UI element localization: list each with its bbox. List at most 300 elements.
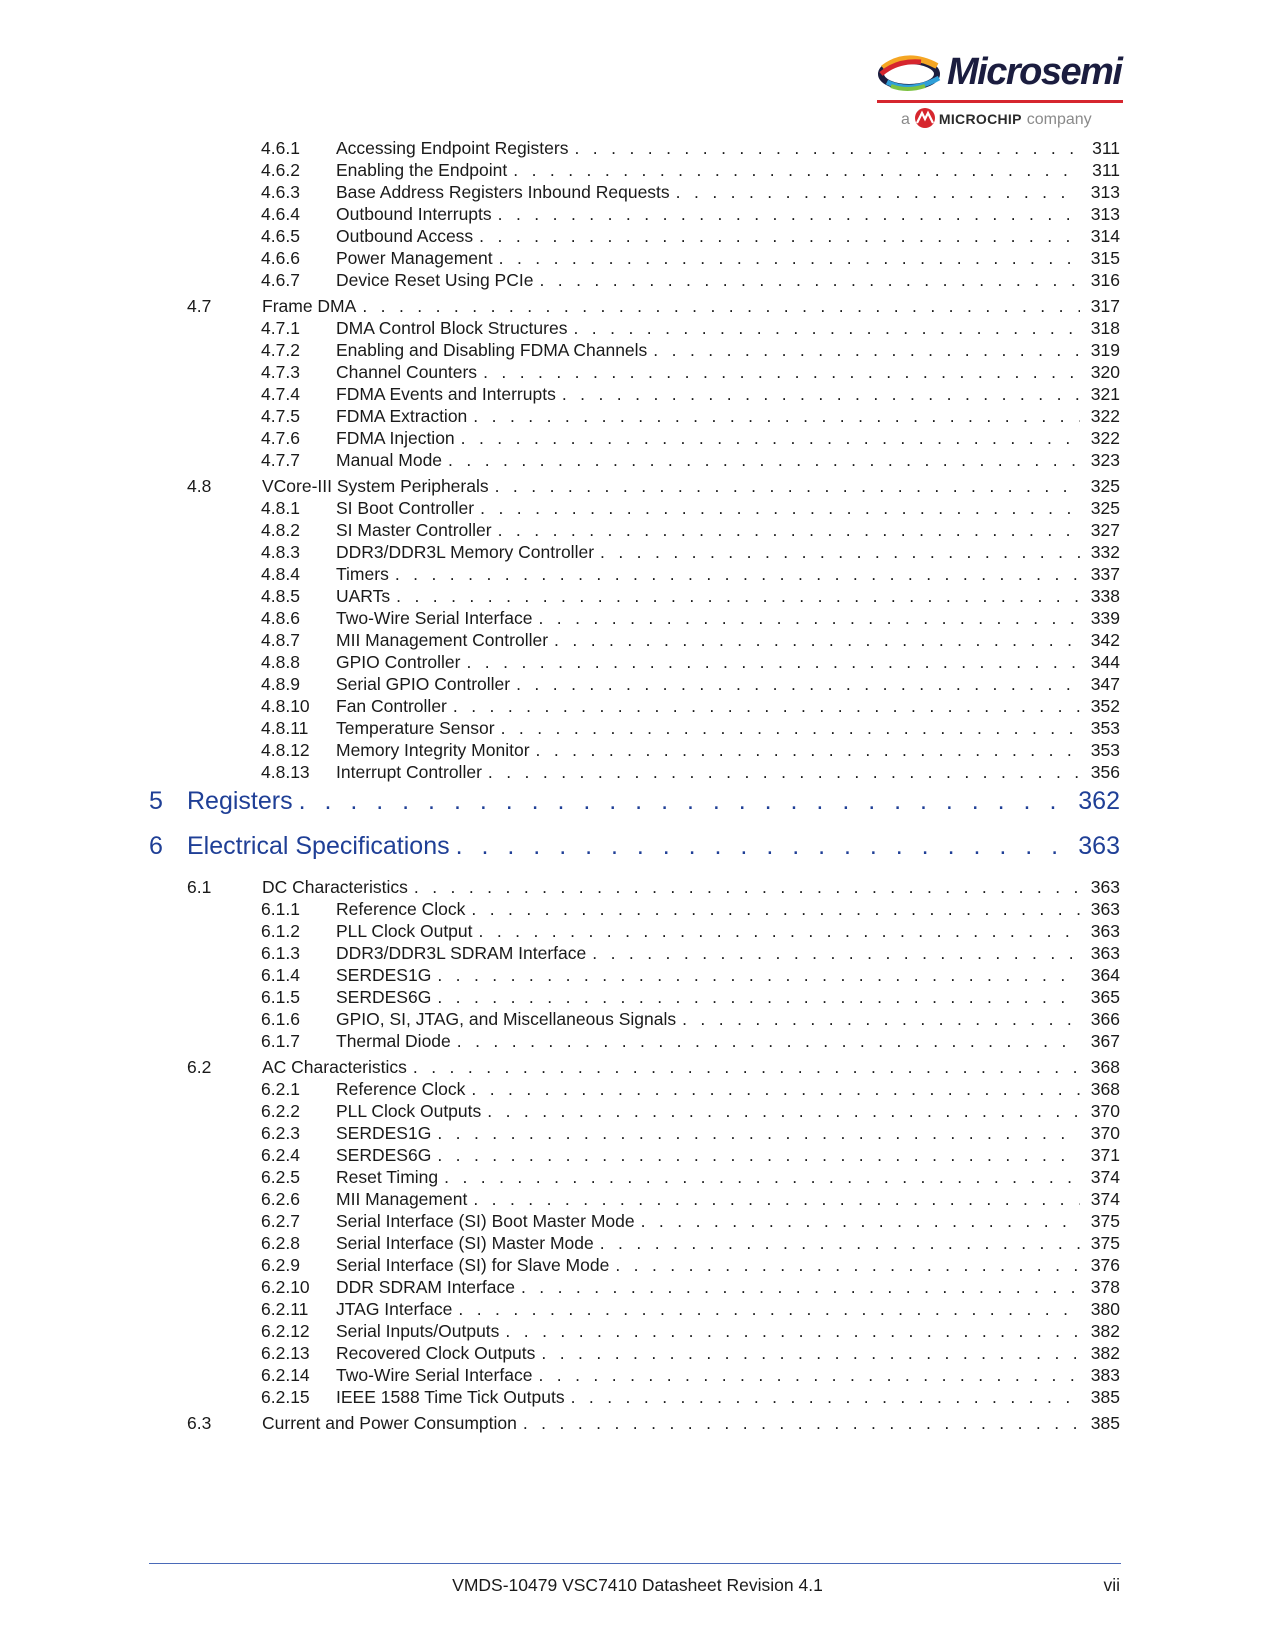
toc-entry-page: 311 bbox=[1080, 137, 1120, 159]
toc-entry-number: 4.7 bbox=[187, 296, 212, 316]
toc-entry-leader bbox=[336, 1320, 1120, 1342]
toc-entry-number: 4.7.5 bbox=[261, 406, 300, 426]
toc-entry-page: 344 bbox=[1080, 651, 1120, 673]
toc-subsection-entry[interactable] bbox=[0, 1298, 1275, 1320]
toc-entry-number: 6.1.4 bbox=[261, 965, 300, 985]
toc-subsection-entry[interactable] bbox=[0, 269, 1275, 291]
toc-entry-page: 363 bbox=[1080, 942, 1120, 964]
toc-entry-number: 6.2.5 bbox=[261, 1167, 300, 1187]
toc-entry-title: Manual Mode bbox=[336, 450, 443, 470]
toc-entry-title: Serial GPIO Controller bbox=[336, 674, 511, 694]
toc-entry-page: 313 bbox=[1080, 203, 1120, 225]
dot-leader bbox=[513, 159, 1120, 181]
toc-subsection-entry[interactable] bbox=[0, 563, 1275, 585]
toc-subsection-entry[interactable] bbox=[0, 651, 1275, 673]
microsemi-logo bbox=[877, 52, 1130, 134]
toc-section-entry[interactable] bbox=[0, 475, 1275, 497]
toc-entry-page: 325 bbox=[1080, 475, 1120, 497]
toc-subsection-entry[interactable] bbox=[0, 920, 1275, 942]
toc-section-entry[interactable] bbox=[0, 1412, 1275, 1434]
toc-entry-title: Recovered Clock Outputs bbox=[336, 1343, 536, 1363]
dot-leader bbox=[395, 563, 1120, 585]
tagline-prefix: a bbox=[901, 111, 910, 128]
toc-entry-title: Current and Power Consumption bbox=[262, 1413, 517, 1433]
toc-entry-number: 4.8.2 bbox=[261, 520, 300, 540]
toc-entry-leader bbox=[336, 1342, 1120, 1364]
toc-entry-leader bbox=[336, 541, 1120, 563]
dot-leader bbox=[480, 497, 1120, 519]
toc-entry-page: 316 bbox=[1080, 269, 1120, 291]
toc-subsection-entry[interactable] bbox=[0, 964, 1275, 986]
toc-entry-page: 374 bbox=[1080, 1166, 1120, 1188]
toc-subsection-entry[interactable] bbox=[0, 541, 1275, 563]
dot-leader bbox=[516, 673, 1120, 695]
toc-subsection-entry[interactable] bbox=[0, 1122, 1275, 1144]
dot-leader bbox=[362, 295, 1120, 317]
toc-entry-leader bbox=[187, 829, 1120, 863]
toc-entry-leader bbox=[336, 717, 1120, 739]
toc-entry-page: 353 bbox=[1080, 717, 1120, 739]
toc-entry-page: 363 bbox=[1080, 898, 1120, 920]
toc-entry-title: Interrupt Controller bbox=[336, 762, 482, 782]
microchip-icon bbox=[914, 108, 936, 128]
toc-entry-number: 4.8.11 bbox=[261, 718, 309, 738]
toc-entry-leader bbox=[336, 247, 1120, 269]
microchip-tagline bbox=[901, 108, 1092, 131]
toc-entry-leader bbox=[336, 739, 1120, 761]
toc-entry-leader bbox=[336, 942, 1120, 964]
toc-entry-number: 4.6.3 bbox=[261, 182, 300, 202]
toc-entry-page: 337 bbox=[1080, 563, 1120, 585]
toc-entry-number: 6.2.7 bbox=[261, 1211, 300, 1231]
dot-leader bbox=[466, 651, 1120, 673]
logo-divider bbox=[877, 100, 1123, 103]
toc-entry-leader bbox=[336, 1122, 1120, 1144]
toc-entry-leader bbox=[336, 1232, 1120, 1254]
toc-entry-page: 380 bbox=[1080, 1298, 1120, 1320]
toc-entry-leader bbox=[336, 986, 1120, 1008]
toc-entry-number: 4.6.1 bbox=[261, 138, 300, 158]
dot-leader bbox=[571, 1386, 1120, 1408]
toc-subsection-entry[interactable] bbox=[0, 1166, 1275, 1188]
toc-entry-leader bbox=[262, 475, 1120, 497]
toc-section-entry[interactable] bbox=[0, 1056, 1275, 1078]
toc-entry-number: 4.6.4 bbox=[261, 204, 300, 224]
dot-leader bbox=[461, 427, 1120, 449]
toc-subsection-entry[interactable] bbox=[0, 986, 1275, 1008]
toc-entry-title: SI Boot Controller bbox=[336, 498, 475, 518]
dot-leader bbox=[521, 1276, 1120, 1298]
toc-entry-number: 6.2.4 bbox=[261, 1145, 300, 1165]
toc-entry-number: 6.2.14 bbox=[261, 1365, 310, 1385]
toc-entry-number: 4.8.3 bbox=[261, 542, 300, 562]
toc-entry-page: 362 bbox=[1070, 784, 1120, 818]
toc-entry-leader bbox=[336, 1144, 1120, 1166]
toc-subsection-entry[interactable] bbox=[0, 673, 1275, 695]
toc-entry-page: 366 bbox=[1080, 1008, 1120, 1030]
toc-entry-title: Thermal Diode bbox=[336, 1031, 451, 1051]
toc-entry-title: DDR3/DDR3L Memory Controller bbox=[336, 542, 595, 562]
toc-entry-page: 353 bbox=[1080, 739, 1120, 761]
toc-entry-page: 365 bbox=[1080, 986, 1120, 1008]
toc-entry-page: 322 bbox=[1080, 427, 1120, 449]
toc-entry-number: 6.2.10 bbox=[261, 1277, 310, 1297]
toc-entry-number: 6.2.3 bbox=[261, 1123, 300, 1143]
toc-subsection-entry[interactable] bbox=[0, 519, 1275, 541]
toc-entry-page: 370 bbox=[1080, 1122, 1120, 1144]
toc-entry-title: Outbound Interrupts bbox=[336, 204, 492, 224]
dot-leader bbox=[495, 475, 1120, 497]
toc-entry-title: Fan Controller bbox=[336, 696, 447, 716]
toc-entry-leader bbox=[336, 629, 1120, 651]
toc-entry-title: Enabling the Endpoint bbox=[336, 160, 508, 180]
toc-entry-title: DDR SDRAM Interface bbox=[336, 1277, 515, 1297]
toc-entry-leader bbox=[336, 695, 1120, 717]
toc-entry-page: 368 bbox=[1080, 1078, 1120, 1100]
toc-entry-page: 363 bbox=[1080, 920, 1120, 942]
toc-subsection-entry[interactable] bbox=[0, 497, 1275, 519]
toc-entry-number: 4.7.1 bbox=[261, 318, 300, 338]
toc-entry-number: 4.7.7 bbox=[261, 450, 300, 470]
toc-entry-number: 6.2.11 bbox=[261, 1299, 309, 1319]
toc-entry-number: 6.2.9 bbox=[261, 1255, 300, 1275]
toc-entry-title: DMA Control Block Structures bbox=[336, 318, 568, 338]
toc-entry-title: AC Characteristics bbox=[262, 1057, 407, 1077]
dot-leader bbox=[414, 876, 1120, 898]
dot-leader bbox=[299, 784, 1120, 818]
toc-entry-title: GPIO, SI, JTAG, and Miscellaneous Signals bbox=[336, 1009, 677, 1029]
toc-entry-leader bbox=[336, 339, 1120, 361]
brand-wordmark: Microsemi bbox=[947, 51, 1122, 93]
toc-entry-page: 356 bbox=[1080, 761, 1120, 783]
toc-entry-number: 4.7.3 bbox=[261, 362, 300, 382]
toc-entry-title: IEEE 1588 Time Tick Outputs bbox=[336, 1387, 565, 1407]
toc-entry-page: 338 bbox=[1080, 585, 1120, 607]
toc-entry-title: MII Management bbox=[336, 1189, 468, 1209]
toc-entry-page: 363 bbox=[1080, 876, 1120, 898]
toc-entry-title: Timers bbox=[336, 564, 389, 584]
dot-leader bbox=[499, 247, 1120, 269]
toc-entry-title: FDMA Extraction bbox=[336, 406, 468, 426]
toc-entry-title: Serial Interface (SI) Boot Master Mode bbox=[336, 1211, 635, 1231]
toc-subsection-entry[interactable] bbox=[0, 1008, 1275, 1030]
dot-leader bbox=[448, 449, 1120, 471]
dot-leader bbox=[653, 339, 1120, 361]
toc-entry-leader bbox=[336, 1364, 1120, 1386]
toc-subsection-entry[interactable] bbox=[0, 1342, 1275, 1364]
toc-subsection-entry[interactable] bbox=[0, 1100, 1275, 1122]
dot-leader bbox=[456, 829, 1120, 863]
toc-entry-number: 4.8.10 bbox=[261, 696, 310, 716]
toc-entry-number: 6.2.15 bbox=[261, 1387, 310, 1407]
toc-entry-page: 375 bbox=[1080, 1210, 1120, 1232]
toc-entry-title: Two-Wire Serial Interface bbox=[336, 1365, 533, 1385]
toc-entry-page: 322 bbox=[1080, 405, 1120, 427]
toc-entry-number: 6.2.13 bbox=[261, 1343, 310, 1363]
footer-divider bbox=[149, 1563, 1121, 1564]
toc-entry-leader bbox=[336, 651, 1120, 673]
toc-entry-number: 6.1.2 bbox=[261, 921, 300, 941]
toc-entry-title: UARTs bbox=[336, 586, 391, 606]
dot-leader bbox=[538, 1364, 1120, 1386]
toc-entry-leader bbox=[336, 405, 1120, 427]
toc-entry-leader bbox=[336, 427, 1120, 449]
dot-leader bbox=[479, 225, 1120, 247]
dot-leader bbox=[501, 717, 1120, 739]
toc-subsection-entry[interactable] bbox=[0, 739, 1275, 761]
toc-entry-leader bbox=[336, 1166, 1120, 1188]
toc-entry-number: 4.6.7 bbox=[261, 270, 300, 290]
toc-subsection-entry[interactable] bbox=[0, 1210, 1275, 1232]
dot-leader bbox=[505, 1320, 1120, 1342]
toc-entry-title: Device Reset Using PCIe bbox=[336, 270, 534, 290]
toc-entry-number: 4.8.4 bbox=[261, 564, 300, 584]
dot-leader bbox=[453, 695, 1120, 717]
toc-entry-number: 4.8.13 bbox=[261, 762, 310, 782]
toc-entry-number: 4.8 bbox=[187, 476, 212, 496]
dot-leader bbox=[600, 541, 1120, 563]
dot-leader bbox=[437, 1122, 1120, 1144]
dot-leader bbox=[682, 1008, 1120, 1030]
toc-entry-title: Accessing Endpoint Registers bbox=[336, 138, 569, 158]
toc-entry-title: SERDES1G bbox=[336, 1123, 432, 1143]
dot-leader bbox=[538, 607, 1120, 629]
toc-entry-title: JTAG Interface bbox=[336, 1299, 453, 1319]
toc-entry-title: DDR3/DDR3L SDRAM Interface bbox=[336, 943, 587, 963]
toc-subsection-entry[interactable] bbox=[0, 585, 1275, 607]
toc-entry-title: PLL Clock Output bbox=[336, 921, 473, 941]
toc-entry-number: 6.1 bbox=[187, 877, 212, 897]
dot-leader bbox=[444, 1166, 1120, 1188]
toc-entry-page: 375 bbox=[1080, 1232, 1120, 1254]
toc-entry-page: 364 bbox=[1080, 964, 1120, 986]
toc-entry-page: 332 bbox=[1080, 541, 1120, 563]
toc-entry-leader bbox=[336, 519, 1120, 541]
toc-entry-leader bbox=[336, 1298, 1120, 1320]
dot-leader bbox=[600, 1232, 1120, 1254]
toc-entry-number: 4.8.6 bbox=[261, 608, 300, 628]
toc-entry-leader bbox=[336, 1078, 1120, 1100]
dot-leader bbox=[458, 1298, 1120, 1320]
toc-entry-leader bbox=[336, 361, 1120, 383]
toc-entry-title: VCore-III System Peripherals bbox=[262, 476, 489, 496]
toc-entry-title: SERDES1G bbox=[336, 965, 432, 985]
toc-entry-page: 314 bbox=[1080, 225, 1120, 247]
toc-subsection-entry[interactable] bbox=[0, 247, 1275, 269]
toc-entry-page: 323 bbox=[1080, 449, 1120, 471]
toc-entry-leader bbox=[336, 964, 1120, 986]
toc-entry-title: Serial Interface (SI) for Slave Mode bbox=[336, 1255, 610, 1275]
toc-subsection-entry[interactable] bbox=[0, 1254, 1275, 1276]
dot-leader bbox=[574, 137, 1120, 159]
toc-entry-title: Enabling and Disabling FDMA Channels bbox=[336, 340, 648, 360]
toc-subsection-entry[interactable] bbox=[0, 449, 1275, 471]
toc-subsection-entry[interactable] bbox=[0, 159, 1275, 181]
toc-entry-page: 378 bbox=[1080, 1276, 1120, 1298]
toc-entry-page: 320 bbox=[1080, 361, 1120, 383]
toc-entry-page: 383 bbox=[1080, 1364, 1120, 1386]
toc-entry-leader bbox=[336, 585, 1120, 607]
toc-entry-leader bbox=[336, 137, 1120, 159]
toc-entry-number: 4.7.2 bbox=[261, 340, 300, 360]
toc-entry-leader bbox=[336, 269, 1120, 291]
toc-subsection-entry[interactable] bbox=[0, 1078, 1275, 1100]
toc-entry-number: 4.7.6 bbox=[261, 428, 300, 448]
toc-entry-leader bbox=[336, 449, 1120, 471]
toc-entry-title: Electrical Specifications bbox=[187, 832, 450, 860]
toc-subsection-entry[interactable] bbox=[0, 1276, 1275, 1298]
dot-leader bbox=[437, 964, 1120, 986]
dot-leader bbox=[488, 761, 1120, 783]
toc-entry-leader bbox=[336, 673, 1120, 695]
toc-entry-title: Base Address Registers Inbound Requests bbox=[336, 182, 670, 202]
toc-entry-leader bbox=[336, 225, 1120, 247]
toc-subsection-entry[interactable] bbox=[0, 1364, 1275, 1386]
footer-document-title: VMDS-10479 VSC7410 Datasheet Revision 4.1 bbox=[452, 1575, 823, 1595]
toc-subsection-entry[interactable] bbox=[0, 427, 1275, 449]
dot-leader bbox=[523, 1412, 1120, 1434]
toc-entry-title: Memory Integrity Monitor bbox=[336, 740, 530, 760]
footer-page-number: vii bbox=[1103, 1575, 1120, 1595]
dot-leader bbox=[539, 269, 1120, 291]
toc-entry-page: 367 bbox=[1080, 1030, 1120, 1052]
toc-entry-title: FDMA Events and Interrupts bbox=[336, 384, 556, 404]
dot-leader bbox=[562, 383, 1120, 405]
dot-leader bbox=[498, 519, 1120, 541]
dot-leader bbox=[413, 1056, 1120, 1078]
toc-entry-leader bbox=[336, 1210, 1120, 1232]
dot-leader bbox=[471, 1078, 1120, 1100]
toc-entry-title: Outbound Access bbox=[336, 226, 474, 246]
toc-entry-title: Serial Interface (SI) Master Mode bbox=[336, 1233, 594, 1253]
toc-subsection-entry[interactable] bbox=[0, 383, 1275, 405]
toc-entry-title: GPIO Controller bbox=[336, 652, 461, 672]
toc-entry-title: Power Management bbox=[336, 248, 493, 268]
toc-chapter-entry[interactable] bbox=[0, 829, 1275, 863]
toc-entry-page: 376 bbox=[1080, 1254, 1120, 1276]
toc-subsection-entry[interactable] bbox=[0, 317, 1275, 339]
toc-entry-leader bbox=[336, 159, 1120, 181]
toc-chapter-entry[interactable] bbox=[0, 784, 1275, 818]
toc-entry-leader bbox=[262, 1412, 1120, 1434]
toc-entry-leader bbox=[336, 317, 1120, 339]
toc-entry-leader bbox=[336, 1008, 1120, 1030]
toc-subsection-entry[interactable] bbox=[0, 1232, 1275, 1254]
toc-subsection-entry[interactable] bbox=[0, 1386, 1275, 1408]
toc-entry-number: 6.2.12 bbox=[261, 1321, 310, 1341]
toc-entry-page: 382 bbox=[1080, 1320, 1120, 1342]
toc-entry-number: 4.6.6 bbox=[261, 248, 300, 268]
toc-entry-page: 352 bbox=[1080, 695, 1120, 717]
toc-subsection-entry[interactable] bbox=[0, 629, 1275, 651]
toc-entry-leader bbox=[336, 1254, 1120, 1276]
toc-entry-number: 4.8.8 bbox=[261, 652, 300, 672]
toc-entry-leader bbox=[262, 876, 1120, 898]
toc-entry-title: Reference Clock bbox=[336, 1079, 466, 1099]
toc-entry-number: 6.1.3 bbox=[261, 943, 300, 963]
toc-entry-leader bbox=[336, 181, 1120, 203]
tagline-suffix: company bbox=[1026, 111, 1092, 128]
toc-entry-page: 339 bbox=[1080, 607, 1120, 629]
toc-entry-number: 6.2.1 bbox=[261, 1079, 300, 1099]
toc-entry-number: 4.8.5 bbox=[261, 586, 300, 606]
dot-leader bbox=[457, 1030, 1120, 1052]
toc-entry-number: 4.7.4 bbox=[261, 384, 300, 404]
toc-subsection-entry[interactable] bbox=[0, 225, 1275, 247]
dot-leader bbox=[471, 898, 1120, 920]
toc-subsection-entry[interactable] bbox=[0, 898, 1275, 920]
toc-entry-leader bbox=[336, 1188, 1120, 1210]
toc-entry-page: 370 bbox=[1080, 1100, 1120, 1122]
toc-entry-leader bbox=[336, 1276, 1120, 1298]
toc-subsection-entry[interactable] bbox=[0, 717, 1275, 739]
toc-entry-title: MII Management Controller bbox=[336, 630, 549, 650]
toc-entry-number: 4.6.2 bbox=[261, 160, 300, 180]
toc-entry-number: 6.2.6 bbox=[261, 1189, 300, 1209]
toc-entry-number: 4.6.5 bbox=[261, 226, 300, 246]
toc-subsection-entry[interactable] bbox=[0, 361, 1275, 383]
toc-entry-number: 4.8.1 bbox=[261, 498, 300, 518]
toc-subsection-entry[interactable] bbox=[0, 1188, 1275, 1210]
toc-entry-page: 374 bbox=[1080, 1188, 1120, 1210]
toc-section-entry[interactable] bbox=[0, 876, 1275, 898]
toc-entry-number: 6 bbox=[149, 832, 163, 860]
dot-leader bbox=[396, 585, 1120, 607]
toc-entry-title: FDMA Injection bbox=[336, 428, 455, 448]
toc-entry-number: 6.1.5 bbox=[261, 987, 300, 1007]
toc-entry-page: 342 bbox=[1080, 629, 1120, 651]
toc-entry-number: 6.2.2 bbox=[261, 1101, 300, 1121]
toc-subsection-entry[interactable] bbox=[0, 607, 1275, 629]
toc-entry-page: 385 bbox=[1080, 1386, 1120, 1408]
toc-entry-leader bbox=[336, 1100, 1120, 1122]
toc-subsection-entry[interactable] bbox=[0, 942, 1275, 964]
dot-leader bbox=[473, 1188, 1120, 1210]
toc-entry-leader bbox=[336, 607, 1120, 629]
toc-subsection-entry[interactable] bbox=[0, 1144, 1275, 1166]
toc-entry-page: 327 bbox=[1080, 519, 1120, 541]
toc-subsection-entry[interactable] bbox=[0, 695, 1275, 717]
toc-entry-title: Two-Wire Serial Interface bbox=[336, 608, 533, 628]
dot-leader bbox=[479, 920, 1120, 942]
dot-leader bbox=[592, 942, 1120, 964]
toc-entry-title: Reference Clock bbox=[336, 899, 466, 919]
toc-entry-page: 382 bbox=[1080, 1342, 1120, 1364]
toc-entry-leader bbox=[336, 898, 1120, 920]
toc-section-entry[interactable] bbox=[0, 295, 1275, 317]
toc-entry-number: 5 bbox=[149, 787, 163, 815]
toc-entry-title: SI Master Controller bbox=[336, 520, 492, 540]
toc-subsection-entry[interactable] bbox=[0, 203, 1275, 225]
toc-subsection-entry[interactable] bbox=[0, 137, 1275, 159]
toc-subsection-entry[interactable] bbox=[0, 181, 1275, 203]
dot-leader bbox=[554, 629, 1120, 651]
toc-entry-leader bbox=[336, 1386, 1120, 1408]
toc-entry-page: 315 bbox=[1080, 247, 1120, 269]
toc-entry-page: 385 bbox=[1080, 1412, 1120, 1434]
toc-entry-title: Channel Counters bbox=[336, 362, 478, 382]
toc-subsection-entry[interactable] bbox=[0, 1320, 1275, 1342]
toc-subsection-entry[interactable] bbox=[0, 339, 1275, 361]
toc-entry-page: 317 bbox=[1080, 295, 1120, 317]
toc-subsection-entry[interactable] bbox=[0, 761, 1275, 783]
toc-subsection-entry[interactable] bbox=[0, 1030, 1275, 1052]
toc-entry-leader bbox=[262, 1056, 1120, 1078]
toc-subsection-entry[interactable] bbox=[0, 405, 1275, 427]
toc-entry-title: PLL Clock Outputs bbox=[336, 1101, 482, 1121]
toc-entry-title: SERDES6G bbox=[336, 987, 432, 1007]
toc-entry-number: 4.8.7 bbox=[261, 630, 300, 650]
